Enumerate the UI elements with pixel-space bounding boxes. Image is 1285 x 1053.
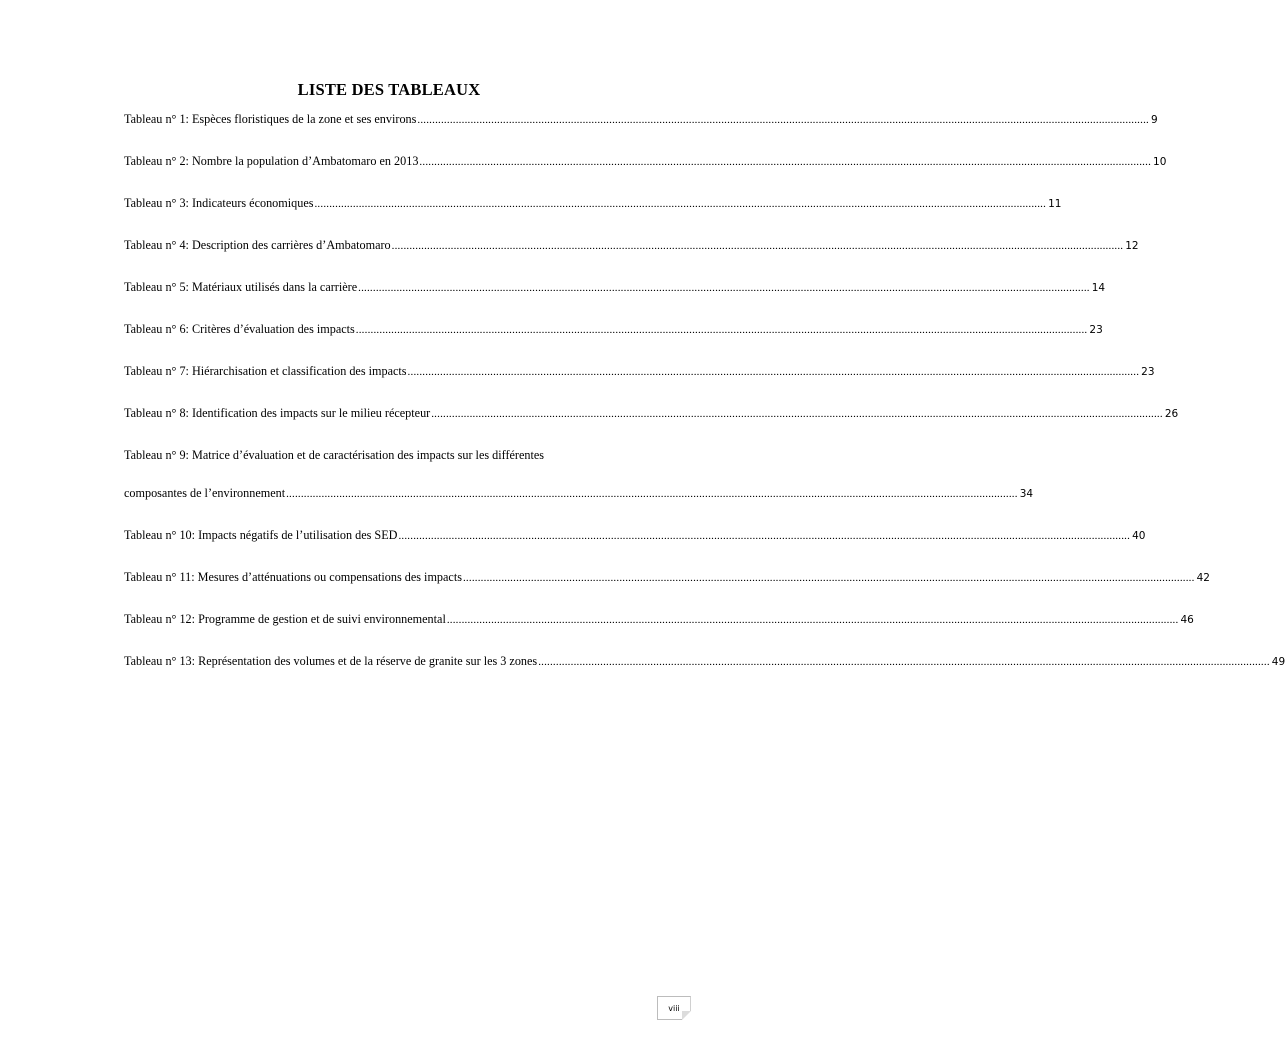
list-item[interactable] <box>124 568 1210 587</box>
entry-page: 9 <box>1150 114 1158 126</box>
entry-page: 14 <box>1091 282 1106 294</box>
entry-label: Tableau n° 6: Critères d’évaluation des impacts <box>124 322 355 336</box>
dot-leader <box>419 153 1151 171</box>
entry-label: Tableau n° 7: Hiérarchisation et classification des impacts <box>124 364 407 378</box>
table-list <box>124 110 1285 671</box>
list-item[interactable] <box>124 110 1158 129</box>
entry-label: Tableau n° 1: Espèces floristiques de la zone et ses environs <box>124 112 417 126</box>
entry-page: 11 <box>1048 198 1062 210</box>
list-item[interactable] <box>124 236 1139 255</box>
entry-page: 40 <box>1132 530 1146 542</box>
dot-leader <box>358 279 1090 297</box>
dot-leader <box>408 363 1140 381</box>
page-number <box>657 996 691 1020</box>
entry-label: Tableau n° 5: Matériaux utilisés dans la carrière <box>124 280 358 294</box>
dot-leader <box>447 611 1179 629</box>
entry-page: 23 <box>1141 366 1155 378</box>
dot-leader <box>356 321 1088 339</box>
entry-page: 42 <box>1196 572 1210 584</box>
dot-leader <box>286 485 1018 503</box>
entry-line2 <box>124 484 1034 503</box>
page-fold-icon <box>682 1011 691 1020</box>
dot-leader <box>463 569 1195 587</box>
entry-label: Tableau n° 2: Nombre la population d’Ambatomaro en 2013 <box>124 154 419 168</box>
entry-label: Tableau n° 12: Programme de gestion et de suivi environnemental <box>124 612 446 626</box>
list-item[interactable] <box>124 652 1285 671</box>
list-item[interactable] <box>124 320 1103 339</box>
entry-label: Tableau n° 4: Description des carrières d’Ambatomaro <box>124 238 391 252</box>
entry-label: Tableau n° 8: Identification des impacts sur le milieu récepteur <box>124 406 431 420</box>
list-item[interactable] <box>124 278 1106 297</box>
dot-leader <box>392 237 1124 255</box>
list-item[interactable] <box>124 610 1194 629</box>
list-item[interactable] <box>124 526 1146 545</box>
entry-label: Tableau n° 10: Impacts négatifs de l’utilisation des SED <box>124 528 398 542</box>
dot-leader <box>538 653 1270 671</box>
entry-page: 12 <box>1125 240 1139 252</box>
dot-leader <box>398 527 1130 545</box>
dot-leader <box>314 195 1046 213</box>
list-item[interactable] <box>124 446 1034 503</box>
list-item[interactable] <box>124 194 1062 213</box>
entry-label: composantes de l’environnement <box>124 486 286 500</box>
dot-leader <box>417 111 1149 129</box>
entry-page: 23 <box>1089 324 1103 336</box>
entry-label: Tableau n° 3: Indicateurs économiques <box>124 196 314 210</box>
entry-page: 46 <box>1180 614 1194 626</box>
dot-leader <box>431 405 1163 423</box>
entry-page: 10 <box>1153 156 1167 168</box>
page-title: LISTE DES TABLEAUX <box>297 80 481 99</box>
page-number-text: viii <box>668 1003 680 1013</box>
entry-page: 26 <box>1164 408 1179 420</box>
entry-page: 34 <box>1019 488 1034 500</box>
entry-label-line1: Tableau n° 9: Matrice d’évaluation et de caractérisation des impacts sur les différentes <box>124 448 545 462</box>
list-item[interactable] <box>124 404 1179 423</box>
entry-label: Tableau n° 13: Représentation des volumes et de la réserve de granite sur les 3 zones <box>124 654 538 668</box>
list-item[interactable] <box>124 152 1167 171</box>
entry-label: Tableau n° 11: Mesures d’atténuations ou compensations des impacts <box>124 570 462 584</box>
list-item[interactable] <box>124 362 1155 381</box>
entry-page: 49 <box>1271 656 1285 668</box>
